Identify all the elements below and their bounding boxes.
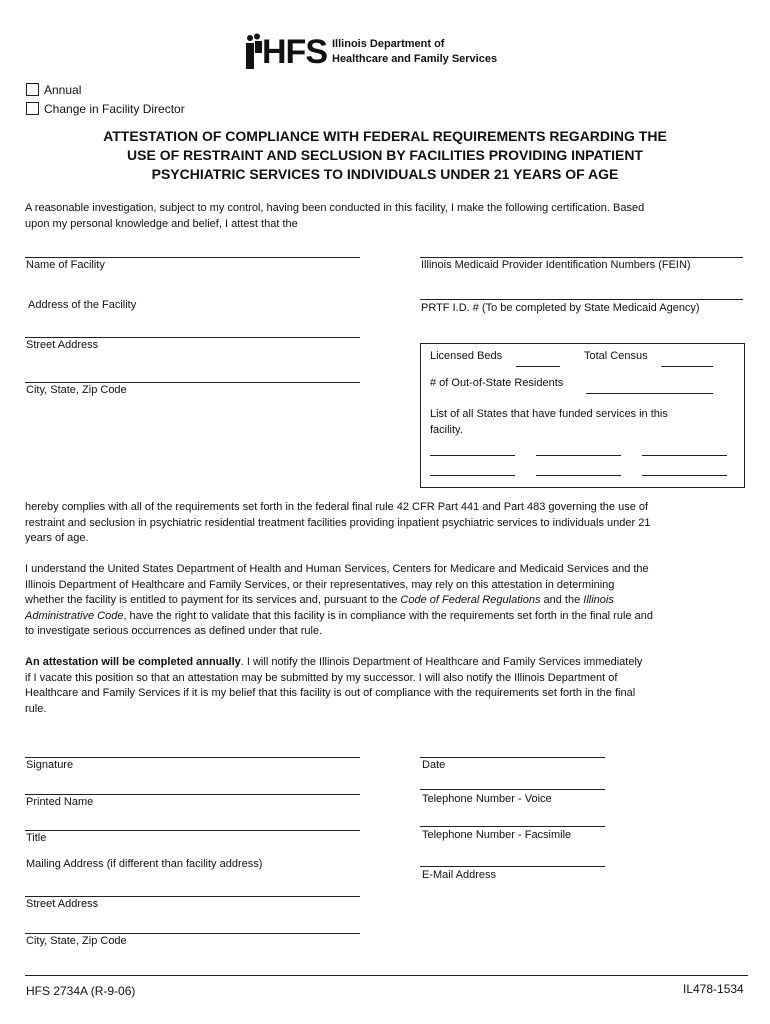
phone-fax-label: Telephone Number - Facsimile bbox=[422, 829, 572, 841]
form-title-line3: PSYCHIATRIC SERVICES TO INDIVIDUALS UNDER 21 YEARS OF AGE bbox=[151, 166, 619, 182]
understanding-line3-and: and the bbox=[540, 594, 584, 606]
understanding-paragraph bbox=[25, 562, 747, 640]
mailing-address-label: Mailing Address (if different than facility address) bbox=[26, 858, 263, 870]
census-box bbox=[420, 343, 745, 488]
compliance-paragraph bbox=[25, 500, 747, 547]
intro-line2: upon my personal knowledge and belief, I attest that the bbox=[25, 217, 298, 230]
email-label: E-Mail Address bbox=[422, 869, 496, 881]
cfr-reference: Code of Federal Regulations bbox=[400, 594, 541, 606]
form-title bbox=[40, 127, 730, 184]
facility-name-label: Name of Facility bbox=[26, 259, 105, 271]
state-field[interactable] bbox=[536, 475, 621, 476]
email-field[interactable] bbox=[420, 866, 605, 867]
annual-label: Annual bbox=[44, 83, 82, 97]
form-title-line2: USE OF RESTRAINT AND SECLUSION BY FACILITIES PROVIDING INPATIENT bbox=[127, 147, 643, 163]
agency-name bbox=[332, 37, 497, 67]
state-field[interactable] bbox=[642, 455, 727, 456]
out-of-state-label: # of Out-of-State Residents bbox=[430, 377, 564, 389]
state-field[interactable] bbox=[430, 475, 515, 476]
understanding-line1: I understand the United States Department of Health and Human Services, Centers for Medicare and Medicaid Services and the bbox=[25, 563, 649, 575]
agency-logo bbox=[244, 33, 326, 71]
intro-line1: A reasonable investigation, subject to my control, having been conducted in this facility, I make the following certification. Based bbox=[25, 202, 645, 214]
annual-line1-text: . I will notify the Illinois Department of Healthcare and Family Services immediately bbox=[240, 656, 643, 668]
understanding-line2: Illinois Department of Healthcare and Family Services, or their representatives, may rely on this attestation in determining bbox=[25, 578, 615, 591]
annual-checkbox[interactable] bbox=[26, 83, 39, 96]
annual-line4: rule. bbox=[25, 702, 47, 715]
signature-label: Signature bbox=[26, 759, 74, 771]
understanding-line4-text: , have the right to validate that this facility is in compliance with the requirements set forth in the final rule and bbox=[123, 609, 653, 622]
il-number: IL478-1534 bbox=[683, 982, 744, 996]
understanding-line5: to investigate serious occurrences as defined under that rule. bbox=[25, 625, 323, 637]
facility-city-label: City, State, Zip Code bbox=[26, 384, 127, 396]
compliance-line1: hereby complies with all of the requirements set forth in the federal final rule 42 CFR Part 441 and Part 483 governing the use of bbox=[25, 501, 649, 513]
change-director-label: Change in Facility Director bbox=[44, 102, 185, 116]
phone-voice-label: Telephone Number - Voice bbox=[422, 793, 552, 805]
licensed-beds-label: Licensed Beds bbox=[430, 350, 503, 362]
states-list-label-line1: List of all States that have funded services in this bbox=[430, 408, 668, 420]
title-field[interactable] bbox=[25, 830, 360, 831]
compliance-line2: restraint and seclusion in psychiatric residential treatment facilities providing inpatient psychiatric services to individuals under 21 bbox=[25, 516, 651, 529]
fein-label: Illinois Medicaid Provider Identification Numbers (FEIN) bbox=[421, 259, 691, 271]
printed-name-label: Printed Name bbox=[26, 796, 94, 808]
out-of-state-field[interactable] bbox=[586, 393, 713, 394]
agency-name-line1: Illinois Department of bbox=[332, 38, 445, 50]
intro-paragraph bbox=[25, 201, 747, 232]
facility-address-label: Address of the Facility bbox=[28, 299, 137, 311]
prtf-id-label: PRTF I.D. # (To be completed by State Medicaid Agency) bbox=[421, 302, 700, 314]
prtf-id-field[interactable] bbox=[420, 299, 743, 300]
phone-voice-field[interactable] bbox=[420, 789, 605, 790]
understanding-line3 bbox=[25, 593, 747, 609]
understanding-line4 bbox=[25, 609, 747, 625]
annual-emphasis: An attestation will be completed annually bbox=[25, 656, 241, 668]
compliance-line3: years of age. bbox=[25, 532, 89, 544]
logo-wordmark: HFS bbox=[262, 33, 327, 71]
mailing-city-label: City, State, Zip Code bbox=[26, 935, 127, 947]
phone-fax-field[interactable] bbox=[420, 826, 605, 827]
facility-street-label: Street Address bbox=[26, 339, 99, 351]
signature-field[interactable] bbox=[25, 757, 360, 758]
footer-divider bbox=[25, 975, 748, 976]
annual-paragraph bbox=[25, 655, 747, 717]
date-label: Date bbox=[422, 759, 446, 771]
licensed-beds-field[interactable] bbox=[516, 366, 560, 367]
annual-line2: if I vacate this position so that an attestation may be submitted by my successor. I will also notify the Illinois Department of bbox=[25, 671, 618, 684]
states-list-label bbox=[430, 406, 668, 438]
understanding-line3-text: whether the facility is entitled to payment for its services and, pursuant to the bbox=[25, 594, 401, 606]
iac-reference-part2: Administrative Code bbox=[25, 609, 124, 622]
mailing-street-label: Street Address bbox=[26, 898, 99, 910]
annual-line1 bbox=[25, 655, 747, 671]
iac-reference-part1: Illinois bbox=[583, 594, 614, 606]
form-title-line1: ATTESTATION OF COMPLIANCE WITH FEDERAL REQUIREMENTS REGARDING THE bbox=[103, 128, 667, 144]
agency-name-line2: Healthcare and Family Services bbox=[332, 53, 498, 65]
total-census-field[interactable] bbox=[661, 366, 713, 367]
state-field[interactable] bbox=[430, 455, 515, 456]
states-list-label-line2: facility. bbox=[430, 424, 463, 436]
state-field[interactable] bbox=[536, 455, 621, 456]
annual-line3: Healthcare and Family Services if it is my belief that this facility is out of compliance with the requirements set forth in the final bbox=[25, 687, 636, 699]
date-field[interactable] bbox=[420, 757, 605, 758]
state-field[interactable] bbox=[642, 475, 727, 476]
total-census-label: Total Census bbox=[584, 350, 648, 362]
change-director-checkbox[interactable] bbox=[26, 102, 39, 115]
hfs-logo-icon bbox=[244, 33, 264, 71]
form-number: HFS 2734A (R-9-06) bbox=[26, 984, 136, 998]
title-label: Title bbox=[26, 832, 47, 844]
